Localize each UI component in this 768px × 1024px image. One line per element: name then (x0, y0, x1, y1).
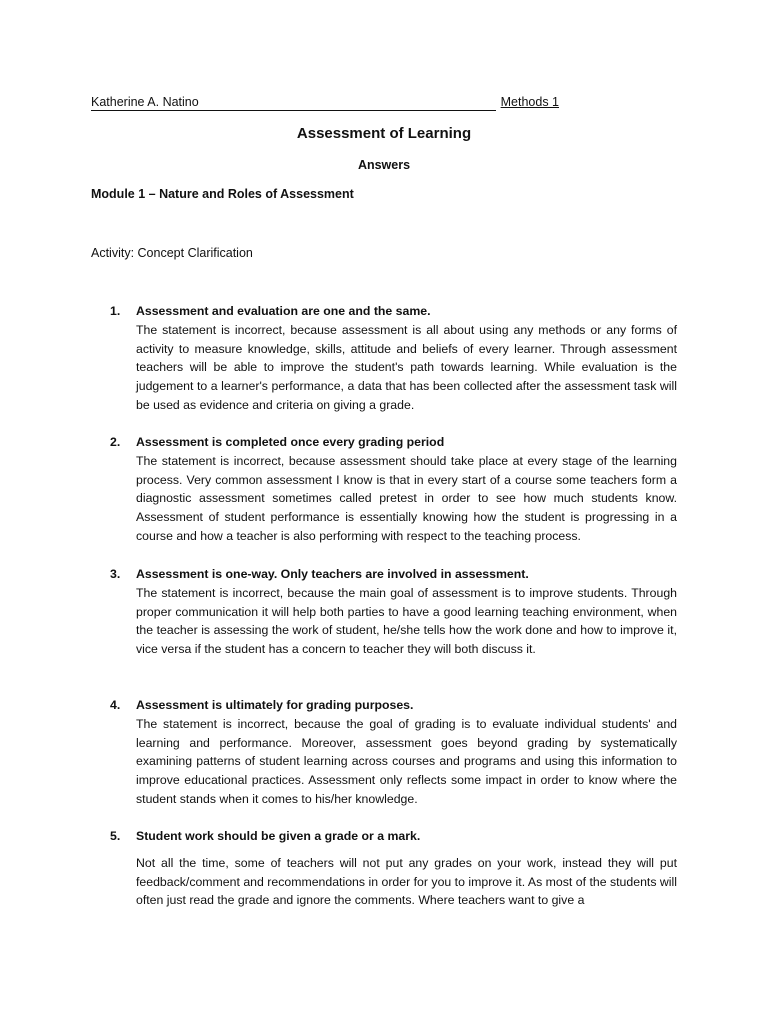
item-number: 4. (110, 698, 121, 712)
item-answer: The statement is incorrect, because the goal of grading is to evaluate individual students' and learning and performance. Moreover, assessment goes beyond grading by systematically examining patterns of student learning across courses and programs and using this information to improve educational practices. Assessment only reflects some impact in order to know where the student stands when it comes to his/her knowledge. (136, 716, 677, 806)
course-name: Methods 1 (500, 95, 559, 109)
author-name: Katherine A. Natino (91, 95, 199, 109)
list-item (110, 433, 677, 546)
list-item (110, 827, 677, 910)
item-question: Assessment is completed once every grading period (136, 435, 445, 449)
list-item (110, 696, 677, 809)
item-number: 3. (110, 567, 121, 581)
item-answer: The statement is incorrect, because assessment is all about using any methods or any forms of activity to measure knowledge, skills, attitude and beliefs of every learner. Through assessment teachers will be able to improve the student's path towards learning. While evaluation is the judgement to a learner's performance, a data that has been collected after the assessment task will be used as evidence and criteria on giving a grade. (136, 322, 677, 412)
item-question: Assessment is ultimately for grading purposes. (136, 698, 414, 712)
item-answer: The statement is incorrect, because the main goal of assessment is to improve students. Through proper communication it will help both parties to have a good learning teaching environment, when the teacher is assessing the work of student, he/she tells how the work done and how to improve it, vice versa if the student has a concern to teacher they will both discuss it. (136, 585, 677, 657)
item-number: 5. (110, 829, 121, 843)
list-item (110, 565, 677, 659)
item-number: 2. (110, 435, 121, 449)
module-heading: Module 1 – Nature and Roles of Assessment (91, 187, 354, 201)
document-subtitle: Answers (357, 158, 411, 172)
item-question: Assessment and evaluation are one and the same. (136, 304, 431, 318)
document-header (91, 94, 559, 112)
item-question: Assessment is one-way. Only teachers are involved in assessment. (136, 567, 529, 581)
document-title: Assessment of Learning (296, 125, 472, 142)
item-question: Student work should be given a grade or a mark. (136, 829, 421, 843)
item-number: 1. (110, 304, 121, 318)
activity-heading: Activity: Concept Clarification (91, 246, 253, 260)
item-answer: The statement is incorrect, because assessment should take place at every stage of the learning process. Very common assessment I know is that in every start of a course some teachers form a diagnostic assessment sometimes called pretest in order to see how much students know. Assessment of student performance is essentially knowing how the student is progressing in a course and how a teacher is also performing with respect to the teaching process. (136, 453, 677, 543)
list-item (110, 302, 677, 415)
item-answer: Not all the time, some of teachers will not put any grades on your work, instead they will put feedback/comment and recommendations in order for you to improve it. As most of the students will often just read the grade and ignore the comments. Where teachers want to give a (136, 855, 677, 908)
name-underline (91, 110, 496, 111)
